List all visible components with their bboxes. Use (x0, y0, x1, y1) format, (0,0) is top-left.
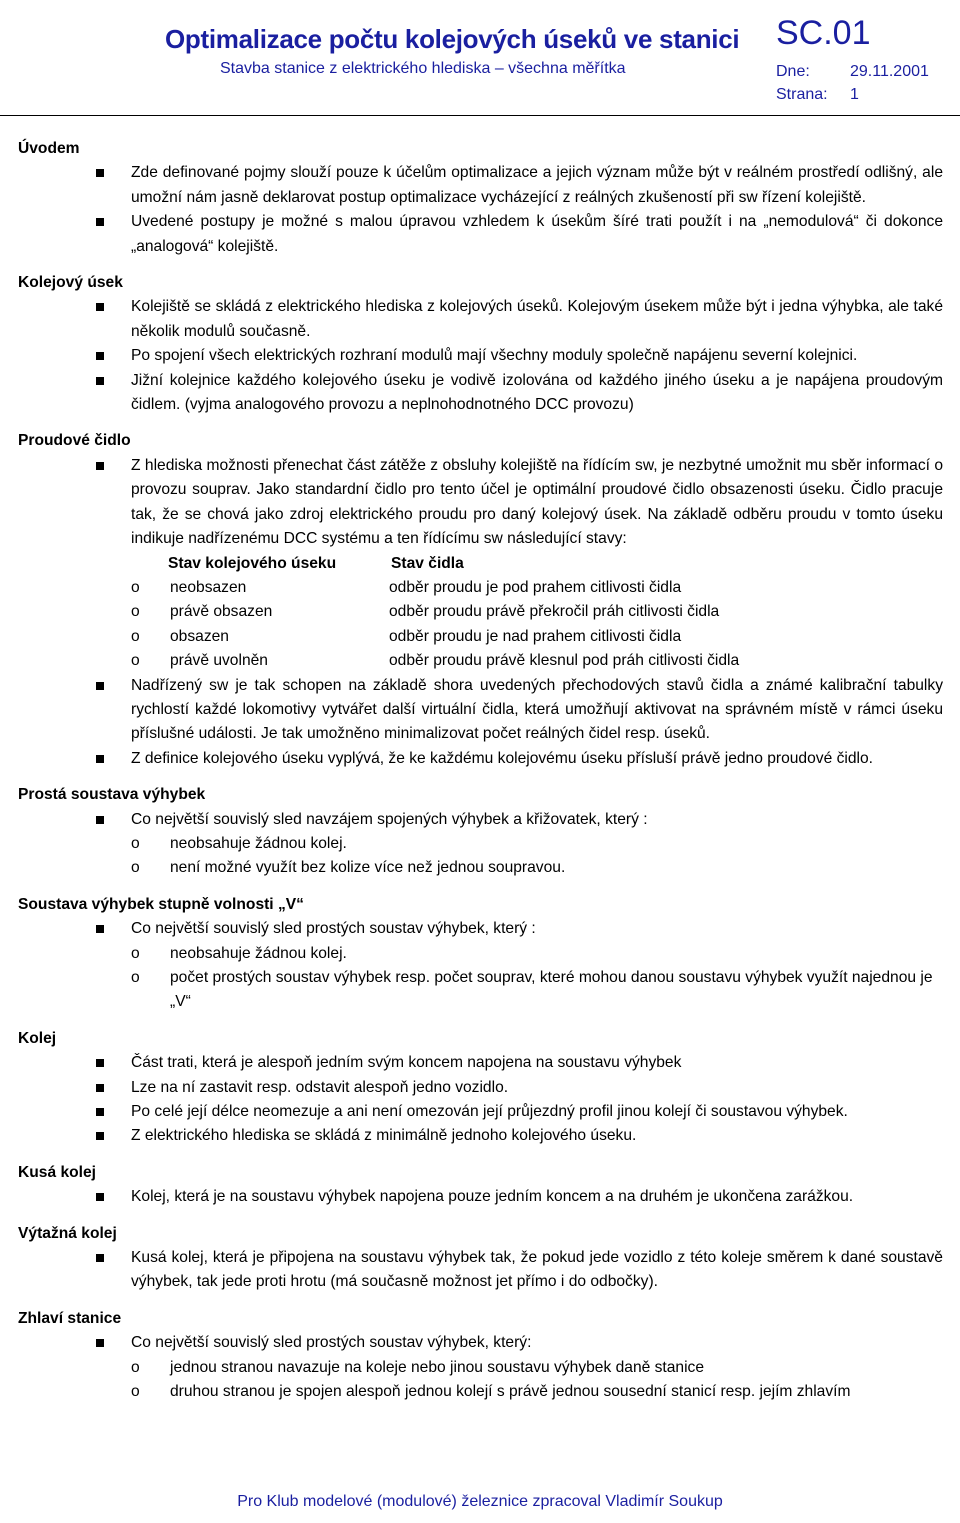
document-body (18, 137, 943, 1405)
document-subtitle: Stavba stanice z elektrického hlediska – všechna měřítka (220, 60, 626, 77)
section-title-uvodem: Úvodem (18, 140, 80, 157)
list-item: Uvedené postupy je možné s malou úpravou vzhledem k úsekům šíré trati použít i na „nemodulová“ či dokonce „analogová“ kolejiště. (18, 210, 943, 259)
list-item: Co největší souvislý sled prostých soustav výhybek, který: (18, 1331, 943, 1355)
list-item: Co největší souvislý sled navzájem spojených výhybek a křižovatek, který : (18, 808, 943, 832)
section-title-vytazna-kolej: Výtažná kolej (18, 1224, 117, 1242)
date-label: Dne: (776, 63, 810, 80)
section-title-proudove-cidlo: Proudové čidlo (18, 432, 131, 450)
list-item: Z hlediska možnosti přenechat část zátěže z obsluhy kolejiště na řídícím sw, je nezbytné umožnit mu sběr informací o provozu souprav. Jako standardní čidlo pro tento účel je optimální proudové čidlo obsazenosti úseku. Čidlo pracuje tak, že se chová jako zdroj elektrického proudu pro daný kolejový úsek. Na základě odběru proudu v tomto úseku indikuje nadřízenému DCC systému a ten řídícímu sw následující stavy: (18, 454, 943, 552)
section-title-zhlavi: Zhlaví stanice (18, 1309, 122, 1327)
section-title-prosta-soustava: Prostá soustava výhybek (18, 786, 206, 804)
section-title-kolej: Kolej (18, 1029, 57, 1047)
table-row: o právě obsazen odběr proudu právě překročil práh citlivosti čidla (131, 603, 720, 621)
table-header-sensor-state: Stav čidla (391, 554, 464, 572)
list-item: Jižní kolejnice každého kolejového úseku je vodivě izolována od každého jiného úseku a je napájena proudovým čidlem. (vyjma analogového provozu a neplnohodnotného DCC provozu) (18, 369, 943, 418)
sub-list-item: o neobsahuje žádnou kolej. (18, 832, 943, 856)
list-item: Po spojení všech elektrických rozhraní modulů mají všechny moduly společně napájenu severní kolejnici. (18, 344, 943, 368)
page-number: 1 (850, 86, 859, 103)
sub-list-item: o není možné využít bez kolize více než jednou soupravou. (18, 856, 943, 880)
list-item: Co největší souvislý sled prostých soustav výhybek, který : (18, 917, 943, 941)
table-header-track-state: Stav kolejového úseku (168, 554, 337, 572)
sub-list-item: o druhou stranou je spojen alespoň jednou kolejí s právě jednou sousední stanicí resp. jejím zhlavím (18, 1380, 943, 1404)
list-item: Kolejiště se skládá z elektrického hlediska z kolejových úseků. Kolejovým úsekem může být i jedna výhybka, ale také několik modulů současně. (18, 295, 943, 344)
sub-list-item: o neobsahuje žádnou kolej. (18, 942, 943, 966)
section-title-kusa-kolej: Kusá kolej (18, 1163, 96, 1181)
sub-list-item: o jednou stranou navazuje na koleje nebo jinou soustavu výhybek daně stanice (18, 1356, 943, 1380)
list-item: Kolej, která je na soustavu výhybek napojena pouze jedním koncem a na druhém je ukončena zarážkou. (18, 1185, 943, 1209)
table-row: o neobsazen odběr proudu je pod prahem citlivosti čidla (131, 578, 682, 596)
date-value: 29.11.2001 (850, 63, 929, 80)
section-title-soustava-v: Soustava výhybek stupně volnosti „V“ (18, 895, 304, 913)
section-title-kolejovy-usek: Kolejový úsek (18, 274, 123, 292)
states-table-header (18, 552, 943, 576)
list-item: Z definice kolejového úseku vyplývá, že ke každému kolejovému úseku přísluší právě jedno proudové čidlo. (18, 747, 943, 771)
list-item: Část trati, která je alespoň jedním svým koncem napojena na soustavu výhybek (18, 1051, 943, 1075)
document-footer: Pro Klub modelové (modulové) železnice zpracoval Vladimír Soukup (237, 1493, 723, 1510)
list-item: Zde definované pojmy slouží pouze k účelům optimalizace a jejich význam může být v reálném prostředí odlišný, ale umožní nám jasně deklarovat postup optimalizace vycházející z reálných zkušeností při sw řízení kolejiště. (18, 161, 943, 210)
table-row: o obsazen odběr proudu je nad prahem citlivosti čidla (131, 627, 682, 645)
list-item: Lze na ní zastavit resp. odstavit alespoň jedno vozidlo. (18, 1076, 943, 1100)
document-meta (776, 60, 929, 106)
list-item: Po celé její délce neomezuje a ani není omezován její průjezdný profil jinou kolejí či soustavou výhybek. (18, 1100, 943, 1124)
document-title: Optimalizace počtu kolejových úseků ve stanici (165, 24, 740, 54)
document-code: SC.01 (776, 14, 871, 52)
header-divider (0, 115, 960, 116)
table-row: o právě uvolněn odběr proudu právě klesnul pod práh citlivosti čidla (131, 652, 740, 670)
page-label: Strana: (776, 86, 828, 103)
sub-list-item: o počet prostých soustav výhybek resp. počet souprav, které mohou danou soustavu výhybek využít najednou je „V“ (18, 966, 943, 1015)
list-item: Kusá kolej, která je připojena na soustavu výhybek tak, že pokud jede vozidlo z této koleje směrem k dané soustavě výhybek, tak jede proti hrotu (má současně možnost jet přímo i do odbočky). (18, 1246, 943, 1295)
list-item: Nadřízený sw je tak schopen na základě shora uvedených přechodových stavů čidla a známé kalibrační tabulky rychlostí každé lokomotivy vytvářet další virtuální čidla, která umožňují aktivovat na správném místě v rámci úseku příslušné události. Je tak umožněno minimalizovat počet reálných čidel resp. úseků. (18, 674, 943, 747)
list-item: Z elektrického hlediska se skládá z minimálně jednoho kolejového úseku. (18, 1124, 943, 1148)
